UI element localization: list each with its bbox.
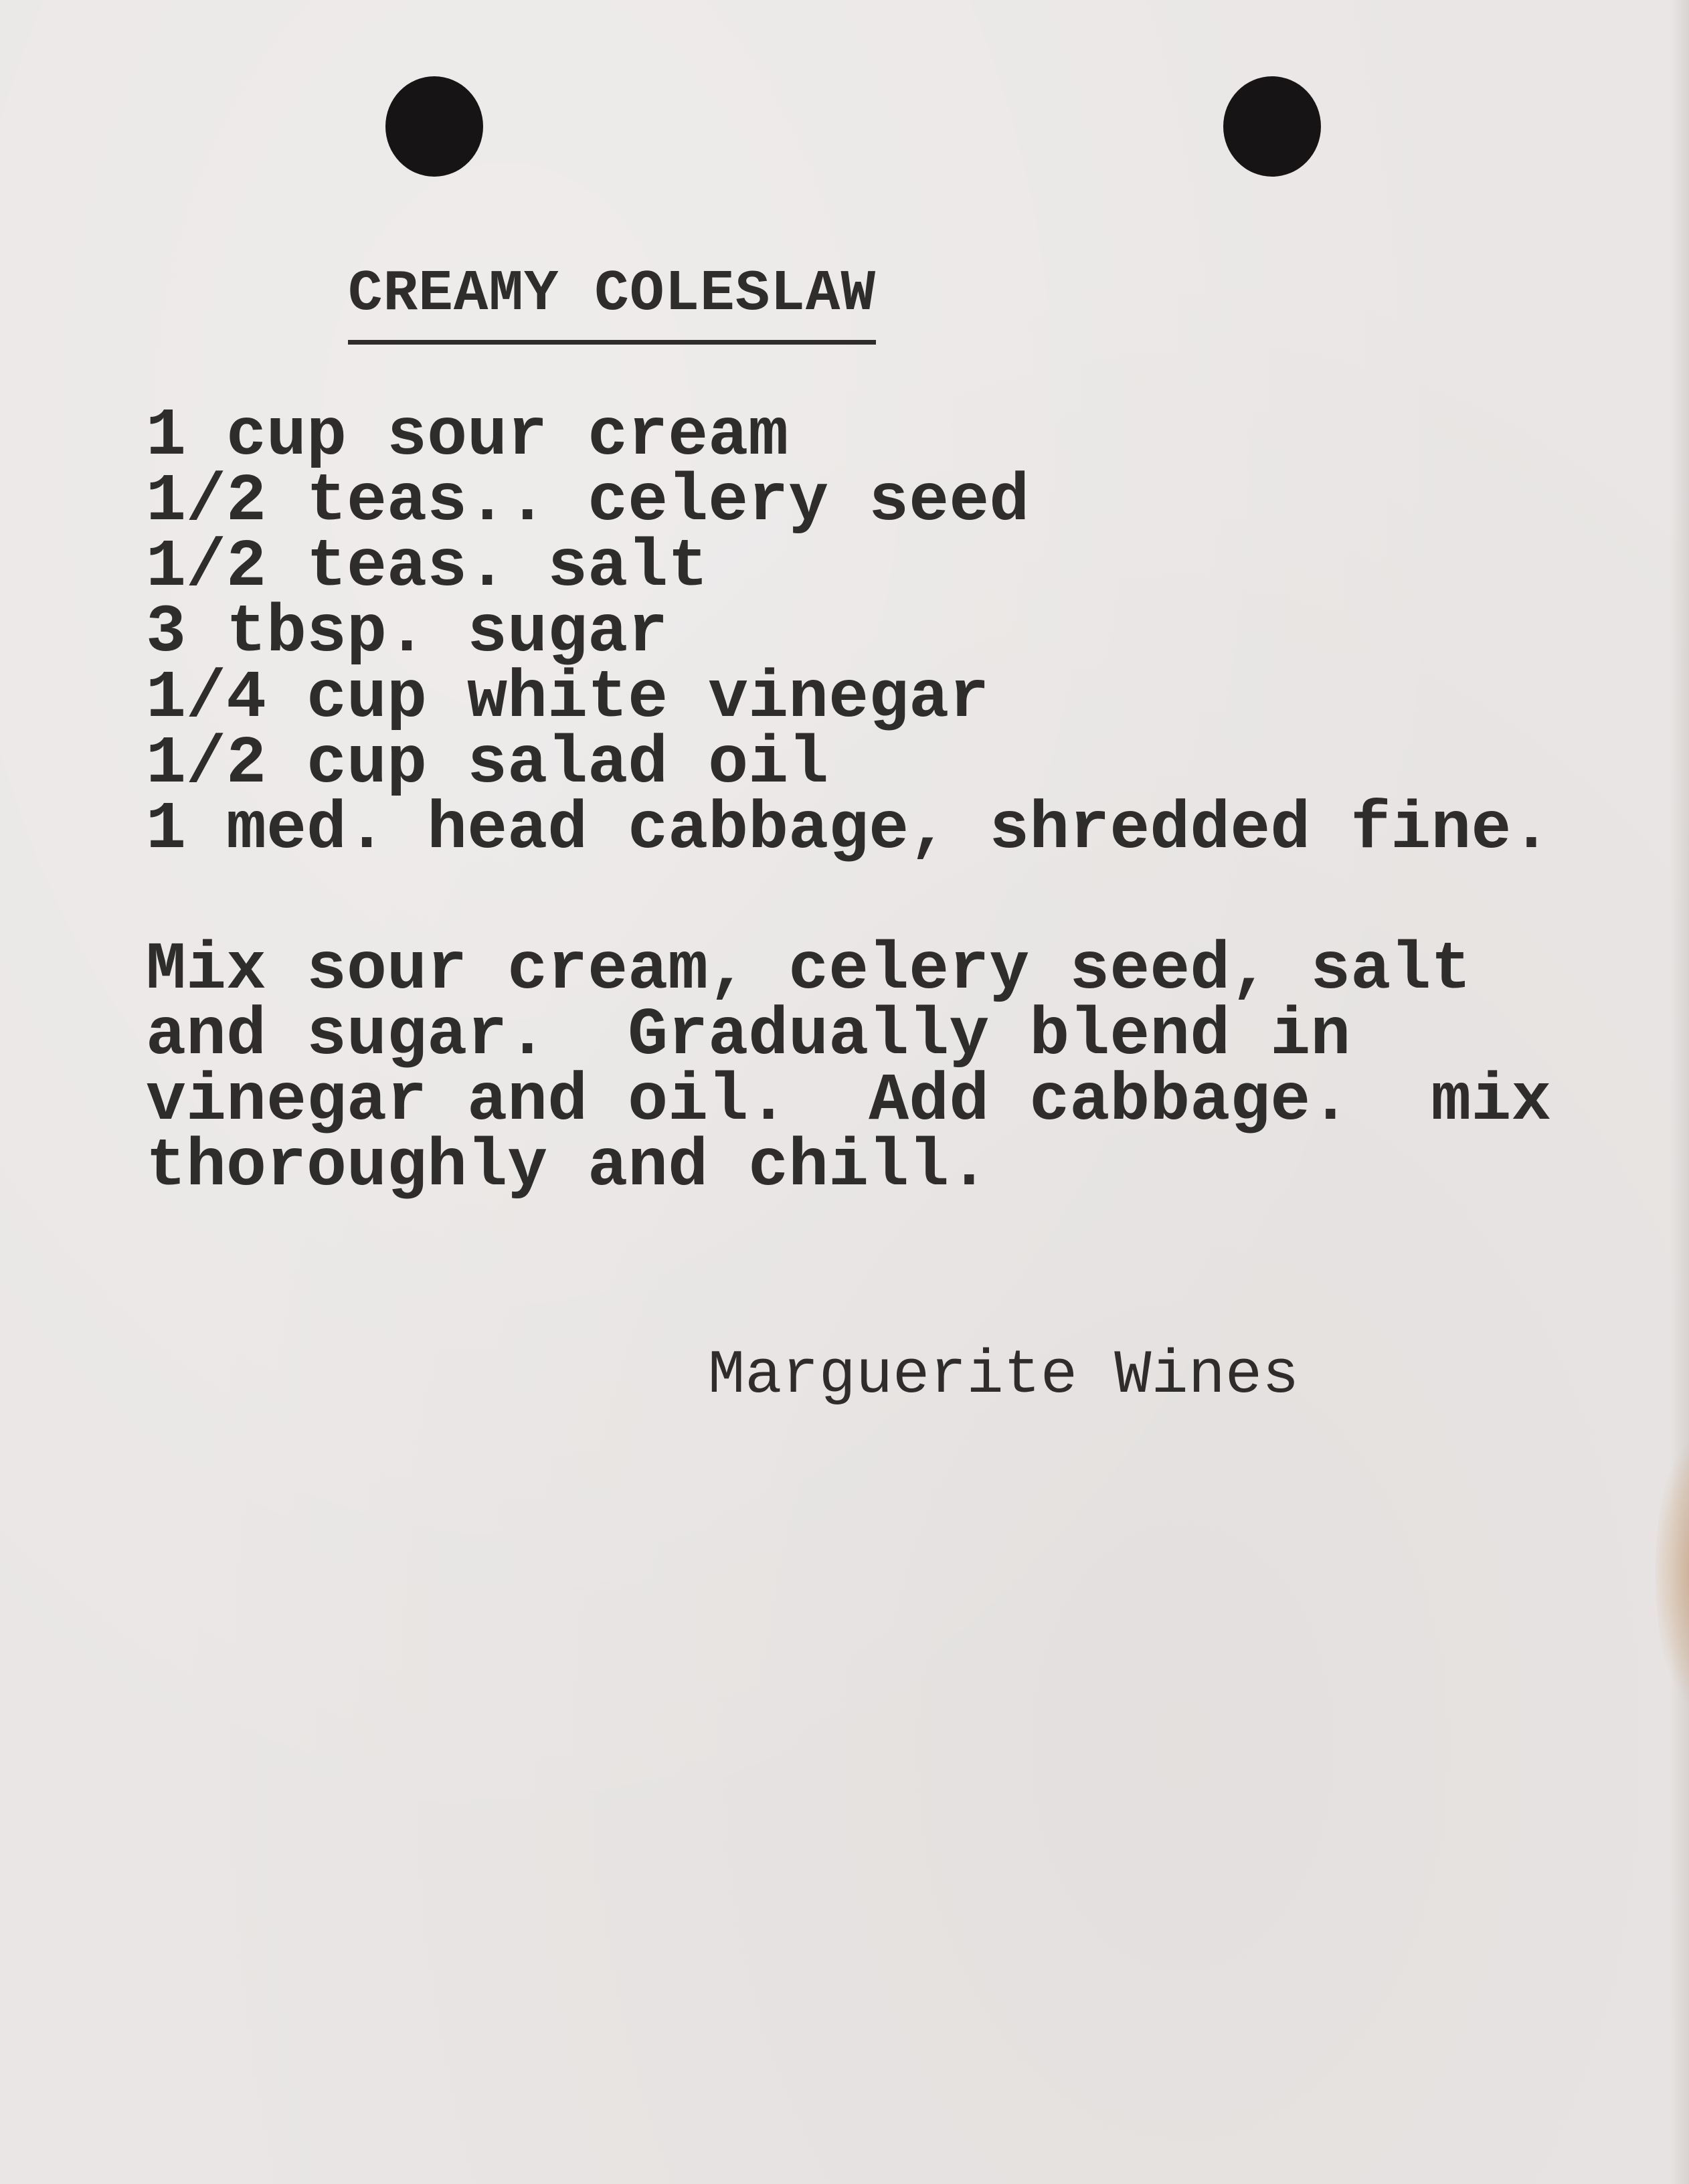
ingredient-item: 3 tbsp. sugar <box>146 596 669 671</box>
instruction-line: vinegar and oil. Add cabbage. mix <box>146 1064 1552 1140</box>
ingredient-item: 1 med. head cabbage, shredded fine. <box>146 792 1552 868</box>
ingredient-item: 1/2 teas. salt <box>146 530 709 606</box>
ingredient-item: 1/4 cup white vinegar <box>146 661 990 737</box>
stain-mark <box>1656 1439 1689 1706</box>
instruction-line: Mix sour cream, celery seed, salt <box>146 933 1472 1008</box>
recipe-title: CREAMY COLESLAW <box>348 265 876 345</box>
instruction-line: and sugar. Gradually blend in <box>146 998 1351 1074</box>
punch-hole-right <box>1223 76 1321 177</box>
ingredient-item: 1/2 cup salad oil <box>146 727 829 802</box>
instruction-line: thoroughly and chill. <box>146 1129 990 1205</box>
ingredient-list <box>146 399 1552 868</box>
card-edge-shadow <box>1670 0 1689 2184</box>
instructions-paragraph <box>146 933 1552 1205</box>
ingredient-item: 1 cup sour cream <box>146 399 789 474</box>
ingredient-item: 1/2 teas.. celery seed <box>146 464 1030 540</box>
author-signature: Marguerite Wines <box>708 1340 1300 1410</box>
punch-hole-left <box>385 76 483 177</box>
